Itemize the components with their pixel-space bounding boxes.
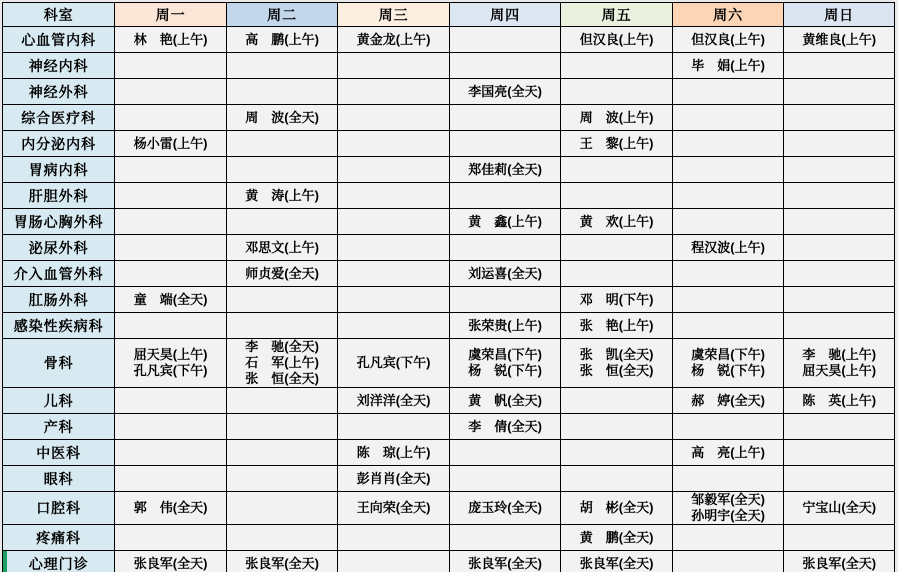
- department-cell: 肛肠外科: [3, 287, 115, 313]
- schedule-cell: [784, 525, 895, 551]
- schedule-cell: [449, 105, 561, 131]
- schedule-cell: [561, 339, 673, 388]
- department-cell: 胃肠心胸外科: [3, 209, 115, 235]
- schedule-cell: [672, 105, 784, 131]
- department-cell: 疼痛科: [3, 525, 115, 551]
- schedule-cell: [672, 466, 784, 492]
- schedule-cell: [784, 209, 895, 235]
- doctor-entry: 孔凡宾(下午): [356, 355, 431, 370]
- table-row: [3, 183, 895, 209]
- schedule-cell: [449, 414, 561, 440]
- schedule-cell: [449, 551, 561, 572]
- schedule-cell: [784, 183, 895, 209]
- schedule-cell: [115, 261, 227, 287]
- schedule-cell: [449, 525, 561, 551]
- schedule-cell: [115, 209, 227, 235]
- schedule-cell: [338, 525, 450, 551]
- schedule-cell: [561, 105, 673, 131]
- doctor-entry: 郑佳莉(全天): [468, 161, 542, 177]
- doctor-entry: 王向荣(全天): [356, 500, 431, 515]
- schedule-cell: [672, 261, 784, 287]
- department-cell: 心理门诊: [3, 551, 115, 572]
- table-row: [3, 388, 895, 414]
- doctor-entry: 林 艳(上午): [133, 31, 208, 47]
- department-cell: 肝胆外科: [3, 183, 115, 209]
- schedule-cell: [784, 492, 895, 525]
- schedule-cell: [226, 209, 338, 235]
- doctor-entry: 周 波(上午): [579, 109, 654, 125]
- schedule-cell: [338, 183, 450, 209]
- table-row: [3, 105, 895, 131]
- schedule-cell: [338, 131, 450, 157]
- department-cell: 感染性疾病科: [3, 313, 115, 339]
- doctor-entry: 杨 锐(下午): [691, 363, 765, 378]
- schedule-cell: [115, 131, 227, 157]
- table-row: [3, 261, 895, 287]
- doctor-entry: 胡 彬(全天): [579, 500, 654, 515]
- schedule-cell: [672, 492, 784, 525]
- schedule-cell: [784, 388, 895, 414]
- doctor-entry: 陈 英(上午): [802, 392, 877, 408]
- schedule-cell: [115, 313, 227, 339]
- schedule-cell: [784, 27, 895, 53]
- schedule-cell: [449, 183, 561, 209]
- column-header-day: 周二: [226, 3, 338, 27]
- doctor-entry: 孙明宇(全天): [691, 508, 765, 523]
- schedule-cell: [561, 551, 673, 572]
- table-row: [3, 131, 895, 157]
- schedule-cell: [338, 388, 450, 414]
- doctor-entry: 张荣贵(上午): [468, 317, 542, 333]
- schedule-cell: [115, 525, 227, 551]
- schedule-cell: [115, 466, 227, 492]
- schedule-cell: [226, 131, 338, 157]
- doctor-entry: 黄 欢(上午): [579, 213, 654, 229]
- schedule-cell: [561, 287, 673, 313]
- schedule-cell: [672, 551, 784, 572]
- schedule-cell: [449, 466, 561, 492]
- column-header-day: 周一: [115, 3, 227, 27]
- schedule-cell: [449, 27, 561, 53]
- schedule-cell: [672, 388, 784, 414]
- schedule-cell: [338, 235, 450, 261]
- doctor-entry: 毕 娟(上午): [691, 57, 765, 73]
- table-row: [3, 551, 895, 572]
- schedule-cell: [561, 27, 673, 53]
- schedule-cell: [561, 183, 673, 209]
- schedule-cell: [338, 466, 450, 492]
- column-header-day: 周六: [672, 3, 784, 27]
- schedule-cell: [672, 339, 784, 388]
- doctor-entry: 李 驰(全天): [245, 339, 319, 354]
- department-cell: 神经内科: [3, 53, 115, 79]
- schedule-cell: [672, 79, 784, 105]
- schedule-cell: [338, 339, 450, 388]
- schedule-cell: [226, 466, 338, 492]
- doctor-entry: 郭 伟(全天): [133, 500, 208, 515]
- schedule-cell: [338, 79, 450, 105]
- doctor-entry: 程汉波(上午): [691, 239, 765, 255]
- schedule-cell: [672, 27, 784, 53]
- doctor-entry: 周 波(全天): [245, 109, 319, 125]
- table-row: [3, 525, 895, 551]
- doctor-entry: 屈天昊(上午): [133, 347, 208, 362]
- doctor-entry: 黄 鑫(上午): [468, 213, 542, 229]
- schedule-cell: [784, 261, 895, 287]
- schedule-cell: [115, 183, 227, 209]
- schedule-cell: [226, 339, 338, 388]
- schedule-cell: [449, 339, 561, 388]
- table-row: [3, 53, 895, 79]
- doctor-entry: 虞荣昌(下午): [468, 347, 542, 362]
- schedule-cell: [561, 388, 673, 414]
- schedule-cell: [561, 131, 673, 157]
- doctor-entry: 李 倩(全天): [468, 418, 542, 434]
- schedule-cell: [449, 388, 561, 414]
- doctor-entry: 张 恒(全天): [245, 371, 319, 386]
- schedule-cell: [115, 388, 227, 414]
- doctor-entry: 邓思文(上午): [245, 239, 319, 255]
- schedule-cell: [784, 105, 895, 131]
- schedule-cell: [561, 440, 673, 466]
- department-cell: 中医科: [3, 440, 115, 466]
- schedule-cell: [672, 157, 784, 183]
- doctor-entry: 宁宝山(全天): [802, 500, 877, 515]
- schedule-cell: [784, 235, 895, 261]
- schedule-cell: [672, 313, 784, 339]
- doctor-entry: 黄维良(上午): [802, 31, 877, 47]
- schedule-cell: [672, 440, 784, 466]
- department-cell: 心血管内科: [3, 27, 115, 53]
- schedule-cell: [338, 157, 450, 183]
- table-row: [3, 313, 895, 339]
- schedule-cell: [226, 492, 338, 525]
- schedule-cell: [449, 261, 561, 287]
- schedule-cell: [672, 209, 784, 235]
- schedule-cell: [226, 313, 338, 339]
- schedule-cell: [115, 551, 227, 572]
- department-cell: 介入血管外科: [3, 261, 115, 287]
- schedule-cell: [226, 105, 338, 131]
- doctor-entry: 张良军(全天): [579, 555, 654, 571]
- schedule-cell: [226, 235, 338, 261]
- department-cell: 胃病内科: [3, 157, 115, 183]
- schedule-cell: [449, 79, 561, 105]
- doctor-entry: 张 凯(全天): [579, 347, 654, 362]
- department-cell: 综合医疗科: [3, 105, 115, 131]
- schedule-cell: [672, 131, 784, 157]
- schedule-cell: [449, 313, 561, 339]
- schedule-cell: [115, 53, 227, 79]
- schedule-cell: [561, 492, 673, 525]
- schedule-cell: [449, 440, 561, 466]
- schedule-cell: [338, 440, 450, 466]
- schedule-cell: [449, 235, 561, 261]
- schedule-cell: [115, 105, 227, 131]
- schedule-cell: [784, 440, 895, 466]
- schedule-cell: [338, 261, 450, 287]
- schedule-cell: [561, 313, 673, 339]
- department-cell: 神经外科: [3, 79, 115, 105]
- doctor-entry: 刘洋洋(全天): [356, 392, 431, 408]
- schedule-cell: [115, 339, 227, 388]
- schedule-cell: [672, 53, 784, 79]
- schedule-cell: [338, 414, 450, 440]
- schedule-cell: [672, 183, 784, 209]
- doctor-entry: 黄金龙(上午): [356, 31, 431, 47]
- schedule-cell: [115, 414, 227, 440]
- table-row: [3, 27, 895, 53]
- schedule-cell: [784, 466, 895, 492]
- doctor-entry: 屈天昊(上午): [802, 363, 877, 378]
- department-cell: 骨科: [3, 339, 115, 388]
- doctor-entry: 张良军(全天): [133, 555, 208, 571]
- schedule-cell: [338, 287, 450, 313]
- schedule-cell: [338, 53, 450, 79]
- doctor-entry: 童 端(全天): [133, 291, 208, 307]
- table-row: [3, 209, 895, 235]
- department-cell: 产科: [3, 414, 115, 440]
- schedule-cell: [449, 53, 561, 79]
- doctor-entry: 黄 鹏(全天): [579, 529, 654, 545]
- table-row: [3, 287, 895, 313]
- doctor-entry: 张 艳(上午): [579, 317, 654, 333]
- doctor-entry: 高 亮(上午): [691, 444, 765, 460]
- schedule-cell: [561, 261, 673, 287]
- schedule-cell: [784, 414, 895, 440]
- column-header-department: 科室: [3, 3, 115, 27]
- table-row: [3, 339, 895, 388]
- schedule-cell: [784, 313, 895, 339]
- schedule-cell: [672, 287, 784, 313]
- schedule-cell: [115, 79, 227, 105]
- doctor-entry: 黄 帆(全天): [468, 392, 542, 408]
- schedule-cell: [226, 551, 338, 572]
- doctor-entry: 庞玉玲(全天): [468, 500, 542, 515]
- schedule-cell: [561, 414, 673, 440]
- schedule-cell: [672, 525, 784, 551]
- schedule-cell: [449, 492, 561, 525]
- doctor-entry: 彭肖肖(全天): [356, 470, 431, 486]
- schedule-cell: [226, 261, 338, 287]
- doctor-entry: 陈 琼(上午): [356, 444, 431, 460]
- table-row: [3, 79, 895, 105]
- doctor-entry: 黄 涛(上午): [245, 187, 319, 203]
- department-cell: 儿科: [3, 388, 115, 414]
- table-row: [3, 492, 895, 525]
- table-row: [3, 157, 895, 183]
- schedule-cell: [784, 157, 895, 183]
- schedule-cell: [784, 131, 895, 157]
- schedule-cell: [226, 157, 338, 183]
- schedule-cell: [115, 492, 227, 525]
- schedule-cell: [115, 27, 227, 53]
- department-cell: 泌尿外科: [3, 235, 115, 261]
- doctor-entry: 李 驰(上午): [802, 347, 877, 362]
- schedule-cell: [784, 551, 895, 572]
- table-row: [3, 440, 895, 466]
- schedule-cell: [338, 209, 450, 235]
- schedule-cell: [672, 235, 784, 261]
- doctor-entry: 杨 锐(下午): [468, 363, 542, 378]
- schedule-cell: [561, 79, 673, 105]
- schedule-cell: [226, 79, 338, 105]
- doctor-entry: 张良军(全天): [468, 555, 542, 571]
- doctor-entry: 杨小雷(上午): [133, 135, 208, 151]
- schedule-cell: [226, 53, 338, 79]
- schedule-cell: [226, 388, 338, 414]
- schedule-cell: [115, 235, 227, 261]
- schedule-cell: [561, 466, 673, 492]
- doctor-entry: 郝 婷(全天): [691, 392, 765, 408]
- schedule-cell: [561, 157, 673, 183]
- header-row: [3, 3, 895, 27]
- schedule-cell: [784, 79, 895, 105]
- doctor-entry: 邹毅军(全天): [691, 492, 765, 507]
- schedule-cell: [226, 287, 338, 313]
- schedule-cell: [338, 492, 450, 525]
- schedule-cell: [784, 339, 895, 388]
- schedule-cell: [115, 287, 227, 313]
- schedule-cell: [226, 440, 338, 466]
- schedule-cell: [338, 551, 450, 572]
- schedule-cell: [784, 287, 895, 313]
- schedule-cell: [449, 209, 561, 235]
- doctor-entry: 石 军(上午): [245, 355, 319, 370]
- doctor-entry: 李国亮(全天): [468, 83, 542, 99]
- doctor-entry: 孔凡宾(下午): [133, 363, 208, 378]
- schedule-cell: [561, 235, 673, 261]
- schedule-cell: [226, 183, 338, 209]
- department-cell: 内分泌内科: [3, 131, 115, 157]
- schedule-cell: [115, 157, 227, 183]
- doctor-entry: 师贞爱(全天): [245, 265, 319, 281]
- schedule-table: [2, 2, 895, 572]
- schedule-cell: [449, 131, 561, 157]
- doctor-entry: 高 鹏(上午): [245, 31, 319, 47]
- schedule-cell: [449, 157, 561, 183]
- department-cell: 眼科: [3, 466, 115, 492]
- table-row: [3, 466, 895, 492]
- schedule-cell: [561, 209, 673, 235]
- table-row: [3, 414, 895, 440]
- column-header-day: 周日: [784, 3, 895, 27]
- schedule-cell: [115, 440, 227, 466]
- table-row: [3, 235, 895, 261]
- doctor-entry: 张良军(全天): [802, 555, 877, 571]
- doctor-entry: 但汉良(上午): [579, 31, 654, 47]
- schedule-cell: [449, 287, 561, 313]
- schedule-cell: [561, 525, 673, 551]
- column-header-day: 周三: [338, 3, 450, 27]
- doctor-entry: 邓 明(下午): [579, 291, 654, 307]
- doctor-entry: 张良军(全天): [245, 555, 319, 571]
- column-header-day: 周四: [449, 3, 561, 27]
- schedule-cell: [338, 27, 450, 53]
- schedule-cell: [338, 105, 450, 131]
- doctor-entry: 张 恒(全天): [579, 363, 654, 378]
- schedule-cell: [784, 53, 895, 79]
- doctor-entry: 刘运喜(全天): [468, 265, 542, 281]
- doctor-entry: 虞荣昌(下午): [691, 347, 765, 362]
- schedule-cell: [338, 313, 450, 339]
- schedule-cell: [226, 27, 338, 53]
- column-header-day: 周五: [561, 3, 673, 27]
- schedule-cell: [672, 414, 784, 440]
- department-cell: 口腔科: [3, 492, 115, 525]
- schedule-cell: [561, 53, 673, 79]
- schedule-cell: [226, 525, 338, 551]
- schedule-cell: [226, 414, 338, 440]
- doctor-entry: 但汉良(上午): [691, 31, 765, 47]
- doctor-entry: 王 黎(上午): [579, 135, 654, 151]
